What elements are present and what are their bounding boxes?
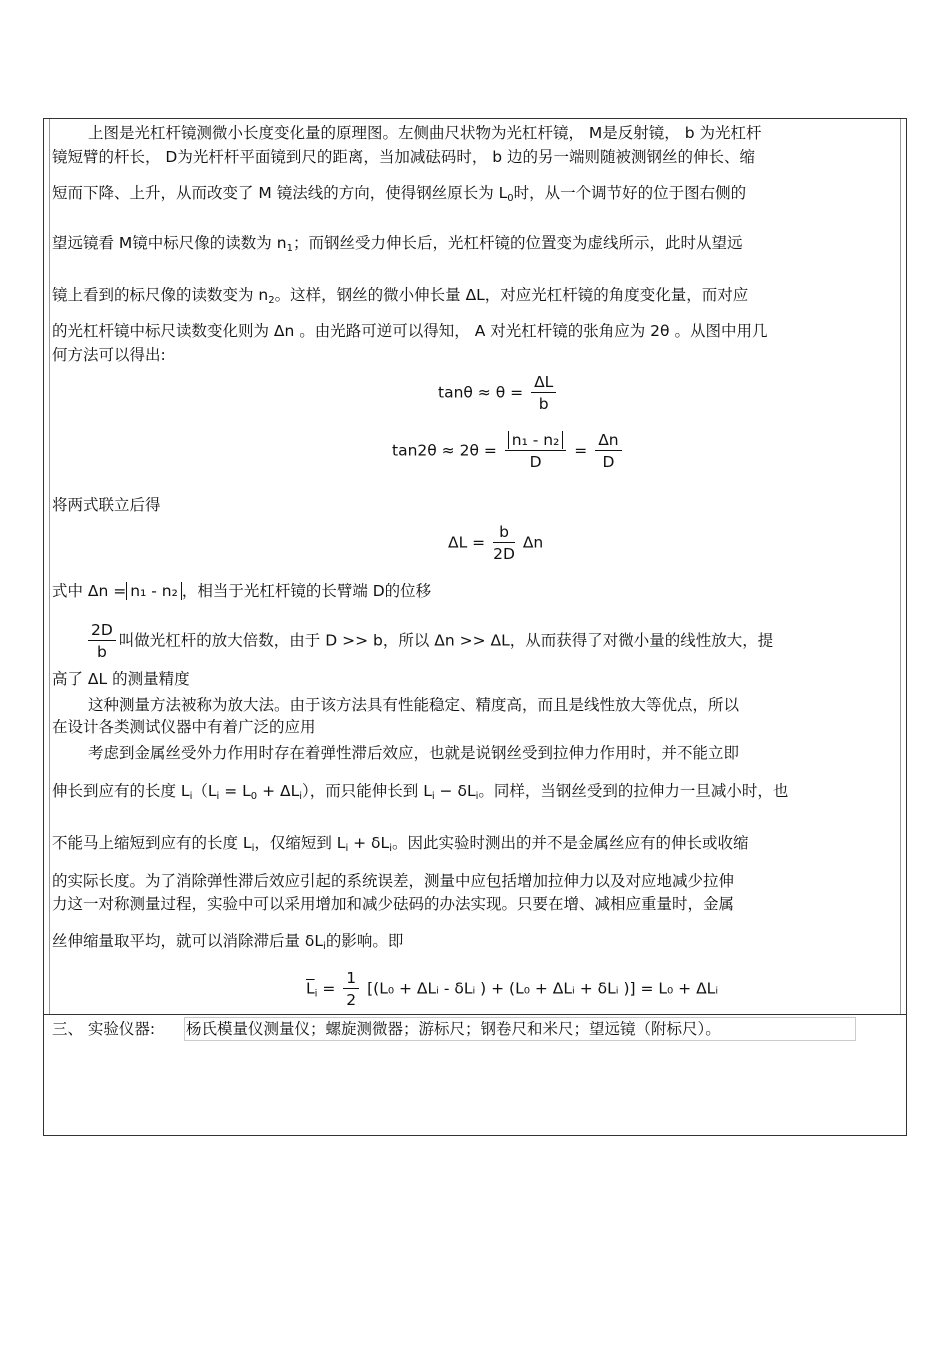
paragraph-line: [52, 931, 403, 957]
eq-text: =: [322, 979, 336, 998]
fraction: [343, 969, 359, 1009]
subscript: 2: [268, 295, 275, 306]
text: ，相当于光杠杆镜的长臂端 D的位移: [181, 582, 432, 600]
paragraph-line: 的实际长度。为了消除弹性滞后效应引起的系统误差，测量中应包括增加拉伸力以及对应地减少拉伸: [52, 872, 735, 890]
subscript: i: [216, 791, 220, 802]
text: ；而钢丝受力伸长后，光杠杆镜的位置变为虚线所示，此时从望远: [292, 234, 743, 252]
fraction: [595, 431, 621, 471]
subscript: i: [251, 843, 255, 854]
fraction: [493, 523, 515, 563]
paragraph-line: [52, 285, 748, 311]
abs-value: n₁ - n₂: [126, 582, 182, 600]
numerator: Δn: [595, 431, 621, 451]
instruments-label: 三、 实验仪器:: [52, 1020, 156, 1038]
eq-text: tan2θ ≈ 2θ =: [392, 441, 497, 460]
subscript: i: [323, 941, 326, 952]
content-table: [43, 118, 907, 1136]
text: + ΔL: [257, 782, 300, 800]
numerator: 2D: [88, 621, 116, 641]
subscript: i: [189, 791, 193, 802]
paragraph-line: 上图是光杠杆镜测微小长度变化量的原理图。左侧曲尺状物为光杠杆镜， M是反射镜， b 为光杠杆: [88, 124, 762, 142]
numerator: b: [493, 523, 515, 543]
subscript: i: [314, 988, 318, 1000]
equation-average: [306, 969, 718, 1009]
text: + δL: [348, 834, 390, 852]
equation-tan-2theta: [392, 431, 625, 471]
text: 伸长到应有的长度 L: [52, 782, 190, 800]
subscript: i: [299, 791, 303, 802]
text: 望远镜看 M镜中标尺像的读数为 n: [52, 234, 287, 252]
fraction: [531, 373, 556, 413]
eq-text: [(L₀ + ΔLᵢ - δLᵢ ) + (L₀ + ΔLᵢ + δLᵢ )] = L₀ + ΔLᵢ: [367, 979, 719, 998]
denominator: D: [529, 453, 542, 471]
numerator: [505, 431, 567, 451]
subscript: i: [475, 791, 479, 802]
text: 叫做光杠杆的放大倍数，由于 D >> b，所以 Δn >> ΔL，从而获得了对微小量的线性放大，提: [118, 631, 774, 650]
text: （L: [192, 782, 217, 800]
text: 短而下降、上升，从而改变了 M 镜法线的方向，使得钢丝原长为 L: [52, 184, 508, 202]
text: − δL: [434, 782, 476, 800]
paragraph-line: 何方法可以得出:: [52, 346, 166, 364]
eq-text: tanθ ≈ θ =: [438, 383, 524, 402]
subscript: 0: [507, 193, 514, 204]
paragraph-line: 这种测量方法被称为放大法。由于该方法具有性能稳定、精度高，而且是线性放大等优点，所以: [88, 696, 740, 714]
text: ），而只能伸长到 L: [302, 782, 432, 800]
equation-tan-theta: [438, 373, 559, 413]
paragraph-line: [52, 183, 746, 209]
paragraph-line: 力这一对称测量过程，实验中可以采用增加和减少砝码的办法实现。只要在增、减相应重量时，金属: [52, 895, 735, 913]
denominator: 2D: [493, 545, 515, 563]
eq-text: =: [574, 441, 588, 460]
subscript: 1: [286, 243, 293, 254]
text: 。这样，钢丝的微小伸长量 ΔL，对应光杠杆镜的角度变化量，而对应: [274, 286, 749, 304]
subscript: i: [431, 791, 435, 802]
paragraph-line: 高了 ΔL 的测量精度: [52, 670, 190, 688]
text: 不能马上缩短到应有的长度 L: [52, 834, 252, 852]
denominator: 2: [346, 991, 357, 1009]
denominator: D: [602, 453, 615, 471]
inner-left-rule: [49, 119, 50, 1015]
text: 。因此实验时测出的并不是金属丝应有的伸长或收缩: [391, 834, 749, 852]
denominator: b: [96, 643, 107, 661]
instruments-text: 杨氏模量仪测量仪；螺旋测微器；游标尺；钢卷尺和米尺；望远镜（附标尺）。: [186, 1020, 721, 1038]
numerator: ΔL: [531, 373, 556, 393]
fraction: [505, 431, 567, 471]
paragraph-line: 在设计各类测试仪器中有着广泛的应用: [52, 718, 316, 736]
text: = L: [219, 782, 251, 800]
paragraph-line: 考虑到金属丝受外力作用时存在着弹性滞后效应，也就是说钢丝受到拉伸力作用时，并不能立即: [88, 744, 740, 762]
text: 时，从一个调节好的位于图右侧的: [513, 184, 747, 202]
subscript: i: [345, 843, 349, 854]
paragraph-line: [52, 581, 431, 601]
inner-right-rule: [900, 119, 901, 1015]
paragraph-line: [52, 233, 742, 259]
paragraph-line: 将两式联立后得: [52, 496, 161, 514]
equation-delta-l: [448, 523, 543, 563]
subscript: 0: [250, 791, 258, 802]
text: 丝伸缩量取平均，就可以消除滞后量 δL: [52, 932, 324, 950]
text: 式中 Δn =: [52, 582, 127, 600]
eq-text: Δn: [522, 533, 544, 552]
paragraph-line: [52, 781, 788, 807]
text: 的影响。即: [325, 932, 404, 950]
paragraph-line: 的光杠杆镜中标尺读数变化则为 Δn 。由光路可逆可以得知， A 对光杠杆镜的张角应为 2θ 。从图中用几: [52, 322, 768, 340]
eq-text: $\overline{L}$: [306, 979, 315, 998]
text: ，仅缩短到 L: [254, 834, 346, 852]
paragraph-line: [52, 833, 748, 859]
numerator: 1: [343, 969, 359, 989]
text: 。同样，当钢丝受到的拉伸力一旦减小时，也: [478, 782, 789, 800]
text: 镜上看到的标尺像的读数变为 n: [52, 286, 269, 304]
paragraph-line: [88, 621, 773, 661]
fraction: [88, 621, 116, 661]
abs-value: n₁ - n₂: [508, 431, 564, 449]
eq-text: ΔL =: [448, 533, 486, 552]
paragraph-line: 镜短臂的杆长， D为光杆杆平面镜到尺的距离，当加减砝码时， b 边的另一端则随被测钢丝的伸长、缩: [52, 148, 756, 166]
subscript: i: [389, 843, 392, 854]
denominator: b: [538, 395, 549, 413]
section-divider: [44, 1014, 906, 1015]
